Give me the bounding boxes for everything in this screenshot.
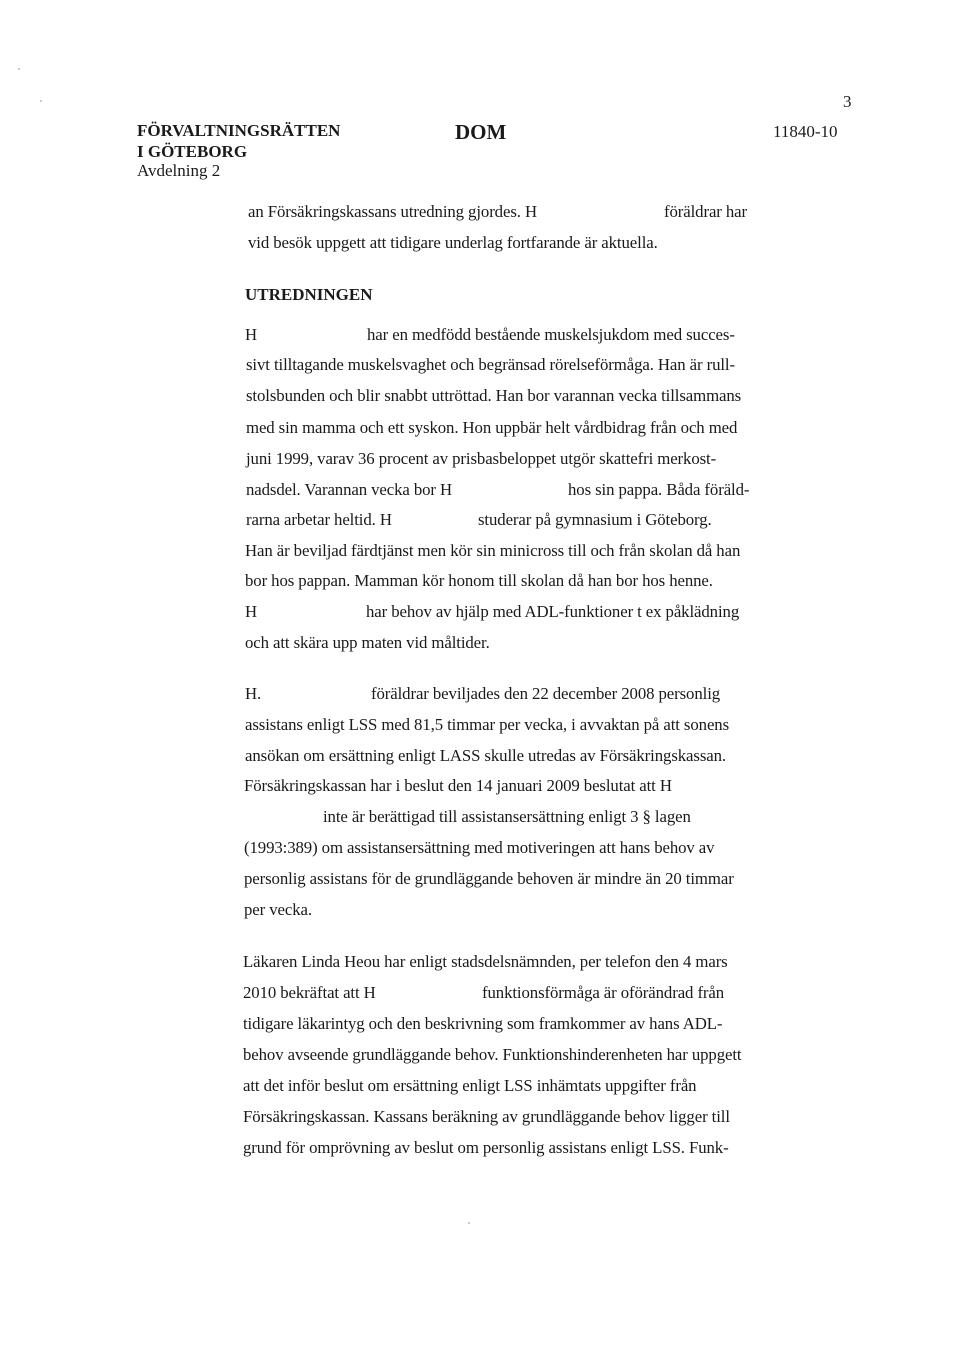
text-line: bor hos pappan. Mamman kör honom till skolan då han bor hos henne. bbox=[245, 571, 713, 590]
text-line: H bbox=[245, 325, 258, 344]
text-line: Försäkringskassan. Kassans beräkning av grundläggande behov ligger till bbox=[243, 1107, 730, 1126]
text-line: per vecka. bbox=[244, 900, 312, 919]
text-line: behov avseende grundläggande behov. Funktionshinderenheten har uppgett bbox=[243, 1045, 742, 1064]
text-line: (1993:389) om assistansersättning med motiveringen att hans behov av bbox=[244, 838, 715, 857]
text-line: har en medfödd bestående muskelsjukdom med succes- bbox=[367, 325, 735, 344]
page-number: 3 bbox=[843, 92, 852, 111]
text-line: sivt tilltagande muskelsvaghet och begränsad rörelseförmåga. Han är rull- bbox=[246, 355, 735, 374]
text-line: hos sin pappa. Båda föräld- bbox=[568, 480, 750, 499]
text-line: att det inför beslut om ersättning enligt LSS inhämtats uppgifter från bbox=[243, 1076, 697, 1095]
text-line: ansökan om ersättning enligt LASS skulle utredas av Försäkringskassan. bbox=[245, 746, 726, 765]
text-line: Han är beviljad färdtjänst men kör sin minicross till och från skolan då han bbox=[245, 541, 741, 560]
scan-speck bbox=[40, 100, 42, 102]
text-line: nadsdel. Varannan vecka bor H bbox=[246, 480, 453, 499]
text-line: grund för omprövning av beslut om personlig assistans enligt LSS. Funk- bbox=[243, 1138, 729, 1157]
text-line: inte är berättigad till assistansersättning enligt 3 § lagen bbox=[323, 807, 691, 826]
text-line: juni 1999, varav 36 procent av prisbasbeloppet utgör skattefri merkost- bbox=[246, 449, 717, 468]
text-line: H bbox=[245, 602, 258, 621]
court-department: Avdelning 2 bbox=[137, 161, 221, 180]
text-line: föräldrar har bbox=[664, 202, 748, 221]
text-line: stolsbunden och blir snabbt uttröttad. Han bor varannan vecka tillsammans bbox=[246, 386, 742, 405]
text-line: och att skära upp maten vid måltider. bbox=[245, 633, 490, 652]
text-line: Försäkringskassan har i beslut den 14 januari 2009 beslutat att H bbox=[244, 776, 672, 795]
text-line: tidigare läkarintyg och den beskrivning som framkommer av hans ADL- bbox=[243, 1014, 723, 1033]
text-line: personlig assistans för de grundläggande behoven är mindre än 20 timmar bbox=[244, 869, 734, 888]
text-line: studerar på gymnasium i Göteborg. bbox=[478, 510, 712, 529]
text-line: funktionsförmåga är oförändrad från bbox=[482, 983, 725, 1002]
document-type: DOM bbox=[455, 120, 507, 144]
section-heading: UTREDNINGEN bbox=[245, 285, 373, 304]
text-line: 2010 bekräftat att H bbox=[243, 983, 376, 1002]
text-line: H. bbox=[245, 684, 262, 703]
court-name: FÖRVALTNINGSRÄTTEN bbox=[137, 121, 341, 140]
text-line: vid besök uppgett att tidigare underlag fortfarande är aktuella. bbox=[248, 233, 658, 252]
text-line: assistans enligt LSS med 81,5 timmar per vecka, i avvaktan på att sonens bbox=[245, 715, 730, 734]
case-number: 11840-10 bbox=[773, 122, 838, 141]
text-line: rarna arbetar heltid. H bbox=[246, 510, 392, 529]
scan-speck bbox=[468, 1222, 470, 1224]
text-line: Läkaren Linda Heou har enligt stadsdelsnämnden, per telefon den 4 mars bbox=[243, 952, 728, 971]
text-line: har behov av hjälp med ADL-funktioner t ex påklädning bbox=[366, 602, 740, 621]
court-city: I GÖTEBORG bbox=[137, 142, 248, 161]
text-line: med sin mamma och ett syskon. Hon uppbär helt vårdbidrag från och med bbox=[246, 418, 738, 437]
text-line: föräldrar beviljades den 22 december 2008 personlig bbox=[371, 684, 721, 703]
text-line: an Försäkringskassans utredning gjordes. H bbox=[248, 202, 537, 221]
scan-speck bbox=[18, 68, 20, 70]
